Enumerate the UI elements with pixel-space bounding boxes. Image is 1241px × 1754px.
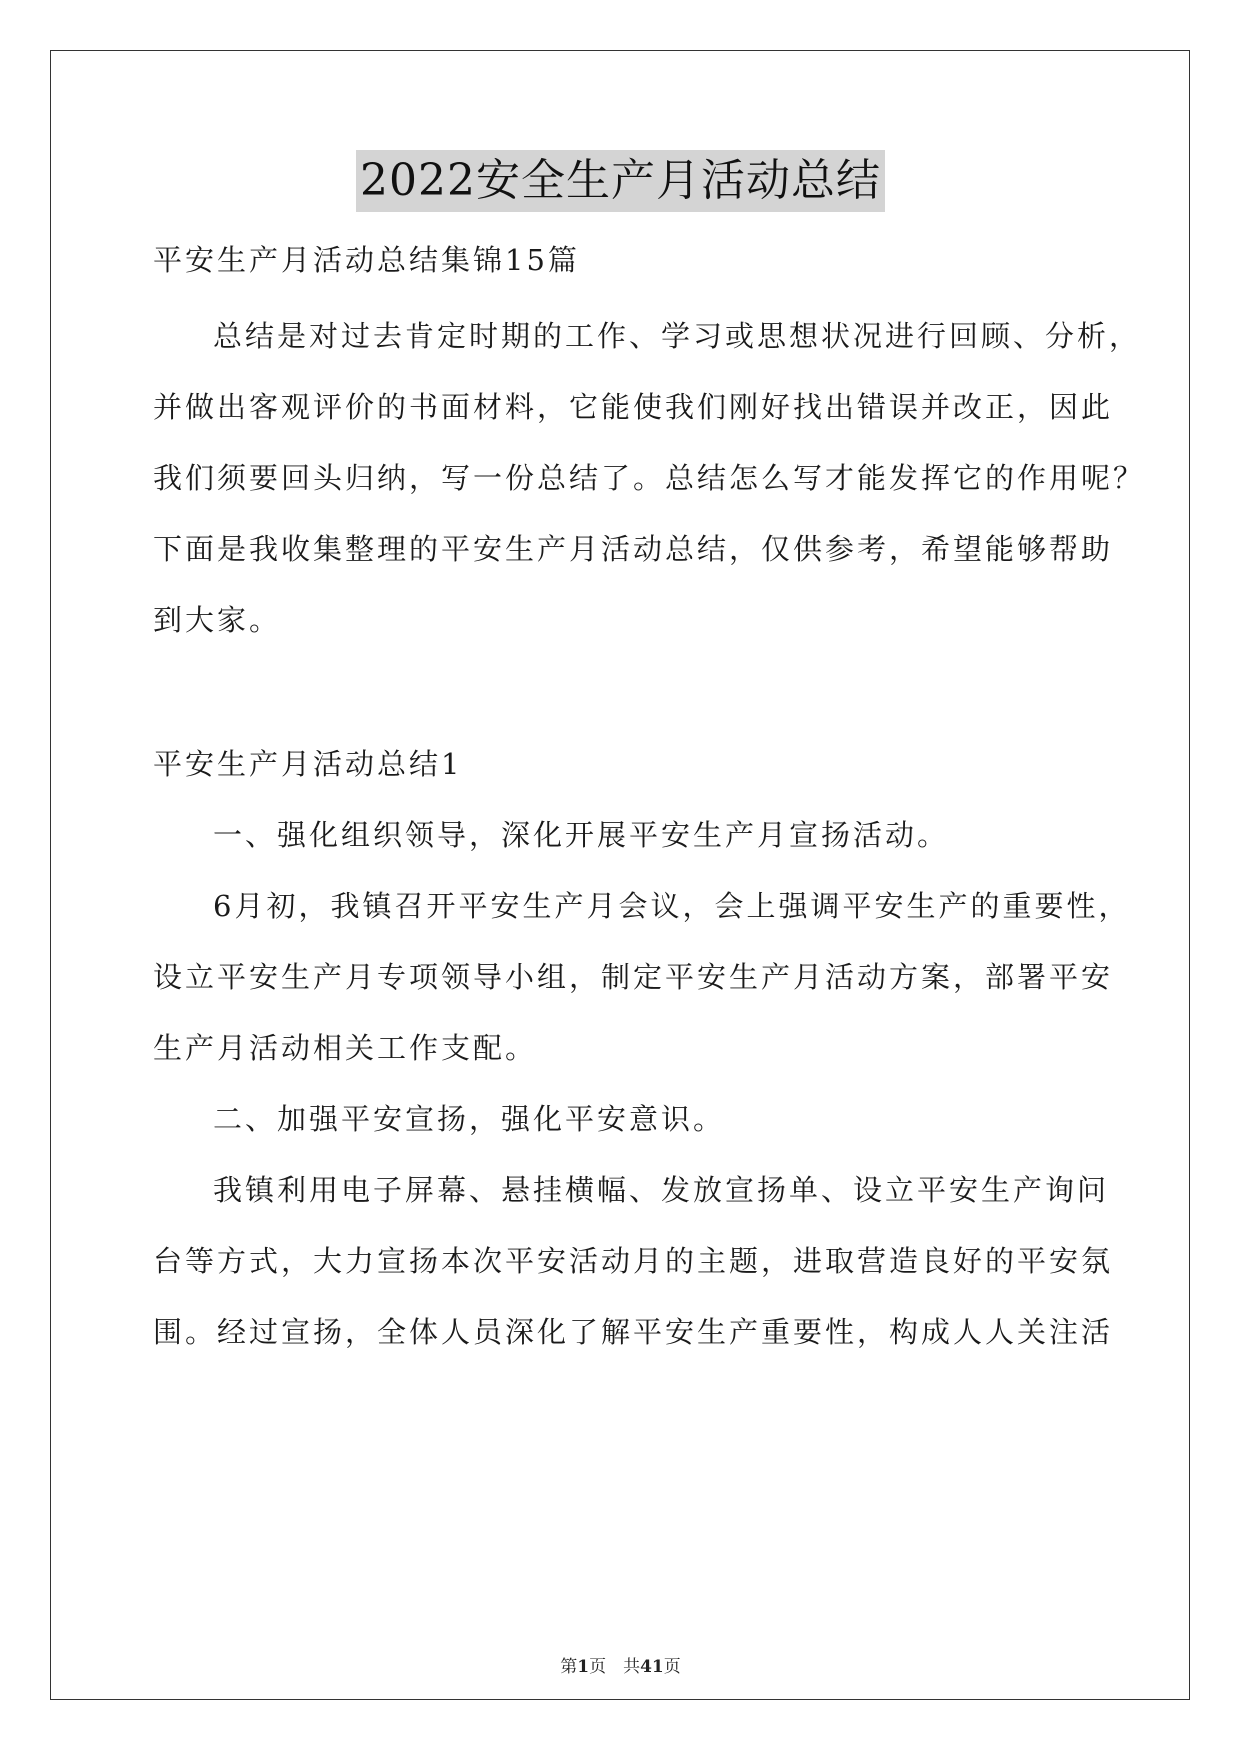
- footer-page-current: 1: [577, 1657, 590, 1677]
- paragraph-line: 6月初，我镇召开平安生产月会议，会上强调平安生产的重要性，: [213, 889, 1131, 923]
- intro-line: 并做出客观评价的书面材料，它能使我们刚好找出错误并改正，因此: [153, 390, 1114, 424]
- intro-line: 下面是我收集整理的平安生产月活动总结，仅供参考，希望能够帮助: [153, 532, 1114, 566]
- page-footer: [0, 1652, 1241, 1677]
- paragraph-line: 一、强化组织领导，深化开展平安生产月宣扬活动。: [213, 818, 950, 852]
- paragraph-line: 围。经过宣扬，全体人员深化了解平安生产重要性，构成人人关注活: [153, 1315, 1114, 1349]
- document-title: [0, 150, 1241, 212]
- footer-mid: 页 共: [589, 1657, 641, 1677]
- intro-line: 我们须要回头归纳，写一份总结了。总结怎么写才能发挥它的作用呢？: [153, 461, 1146, 495]
- page-border: [50, 50, 1190, 1700]
- paragraph-line: 我镇利用电子屏幕、悬挂横幅、发放宣扬单、设立平安生产询问: [213, 1173, 1110, 1207]
- paragraph-line: 生产月活动相关工作支配。: [153, 1031, 538, 1065]
- paragraph-line: 台等方式，大力宣扬本次平安活动月的主题，进取营造良好的平安氛: [153, 1244, 1114, 1278]
- footer-prefix: 第: [560, 1657, 578, 1677]
- paragraph-line: 二、加强平安宣扬，强化平安意识。: [213, 1102, 726, 1136]
- document-subtitle: 平安生产月活动总结集锦15篇: [153, 243, 580, 277]
- section-heading: 平安生产月活动总结1: [153, 747, 463, 781]
- paragraph-line: 设立平安生产月专项领导小组，制定平安生产月活动方案，部署平安: [153, 960, 1114, 994]
- intro-line: 到大家。: [153, 603, 282, 637]
- document-title-text: 2022安全生产月活动总结: [356, 150, 885, 212]
- footer-suffix: 页: [663, 1657, 681, 1677]
- intro-line: 总结是对过去肯定时期的工作、学习或思想状况进行回顾、分析，: [213, 319, 1142, 353]
- footer-page-total: 41: [640, 1657, 664, 1677]
